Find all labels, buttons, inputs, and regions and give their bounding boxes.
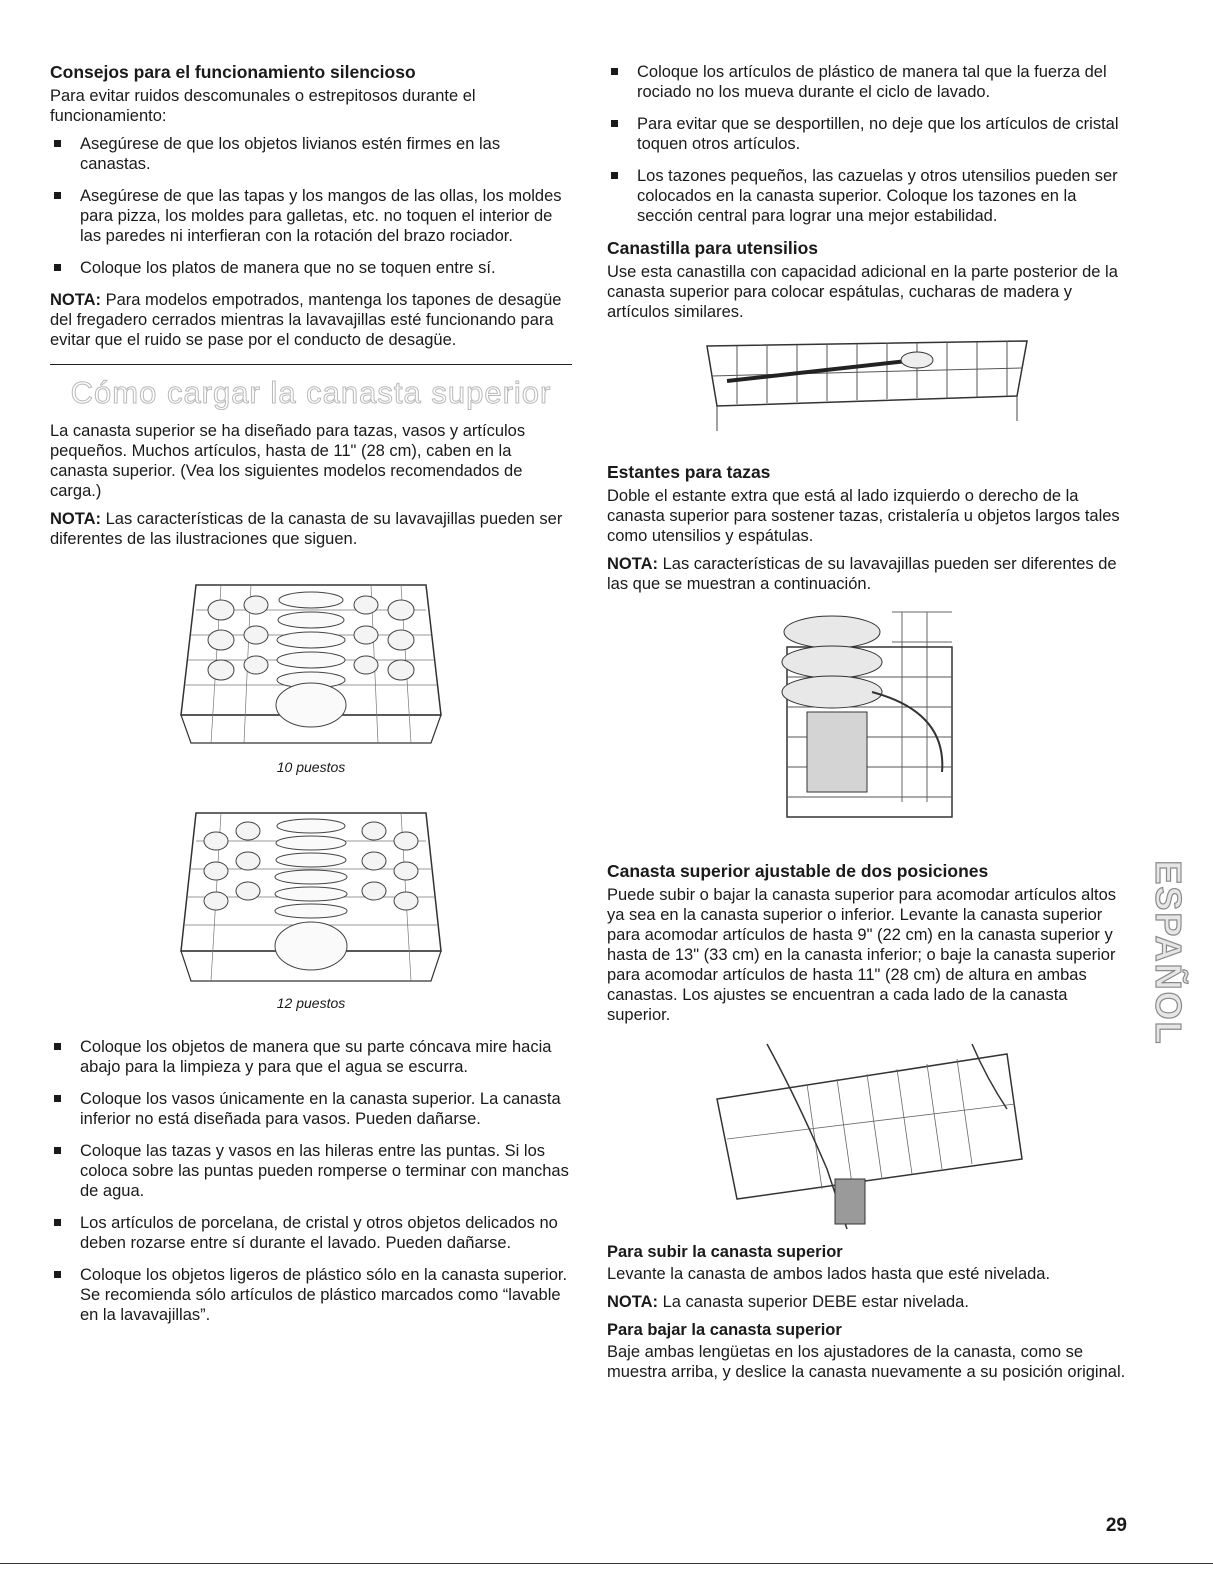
lower-rack-text: Baje ambas lengüetas en los ajustadores de la canasta, como se muestra arriba, y deslice la canasta nuevamente a su posición original. <box>607 1343 1126 1381</box>
list-item: Los artículos de porcelana, de cristal y otros objetos delicados no deben rozarse entre sí durante el lavado. Pueden dañarse. <box>50 1213 572 1253</box>
list-item: Los tazones pequeños, las cazuelas y otros utensilios pueden ser colocados en la canasta superior. Coloque los tazones en la sección central para lograr una mejor estabilidad. <box>607 166 1127 226</box>
note-text: Las características de la canasta de su lavavajillas pueden ser diferentes de las ilustraciones que siguen. <box>50 510 563 548</box>
figure-caption: 12 puestos <box>276 995 346 1011</box>
note-text: Las características de su lavavajillas pueden ser diferentes de las que se muestran a continuación. <box>607 555 1117 593</box>
utensil-basket-illustration <box>697 336 1037 436</box>
list-item: Coloque los objetos de manera que su parte cóncava mire hacia abajo para la limpieza y para que el agua se escurra. <box>50 1037 572 1077</box>
list-item: Coloque los vasos únicamente en la canasta superior. La canasta inferior no está diseñada para vasos. Pueden dañarse. <box>50 1089 572 1129</box>
footer-rule <box>0 1563 1213 1564</box>
adjustable-rack-illustration <box>707 1039 1027 1234</box>
quiet-operation-list <box>50 134 572 278</box>
left-column <box>50 62 572 1337</box>
cup-shelf-illustration <box>772 602 962 827</box>
note-label: NOTA: <box>50 291 102 309</box>
adjustable-rack-heading: Canasta superior ajustable de dos posiciones <box>607 861 989 881</box>
note-basket-features <box>50 509 572 549</box>
note-rack-level <box>607 1292 1127 1312</box>
note-built-in-models <box>50 290 572 350</box>
page-number: 29 <box>1105 1515 1127 1536</box>
utensil-basket-heading: Canastilla para utensilios <box>607 238 819 258</box>
note-label: NOTA: <box>50 510 102 528</box>
note-dishwasher-features <box>607 554 1127 594</box>
figure-caption: 10 puestos <box>276 759 346 775</box>
raise-rack-heading: Para subir la canasta superior <box>607 1243 843 1261</box>
list-item: Asegúrese de que las tapas y los mangos de las ollas, los moldes para pizza, los moldes para galletas, etc. no toquen el interior de las paredes ni interfieran con la rotación del brazo rociador. <box>50 186 572 246</box>
adjustable-rack-text: Puede subir o bajar la canasta superior para acomodar artículos altos ya sea en la canasta superior o inferior. Levante la canasta superior para acomodar artículos de hasta 9" (22 cm) en la canasta superior y hasta de 13" (33 cm) en la canasta inferior; o baje la canasta superior para acomodar artículos de hasta 11" (28 cm) de altura en ambas canastas. Los ajustes se encuentran a cada lado de la canasta superior. <box>607 886 1117 1024</box>
list-item: Coloque los platos de manera que no se toquen entre sí. <box>50 258 572 278</box>
raise-rack-text: Levante la canasta de ambos lados hasta que esté nivelada. <box>607 1265 1051 1283</box>
rack-12-settings-illustration <box>176 801 446 991</box>
quiet-operation-intro: Para evitar ruidos descomunales o estrepitosos durante el funcionamiento: <box>50 87 476 125</box>
list-item: Coloque los artículos de plástico de manera tal que la fuerza del rociado no los mueva durante el ciclo de lavado. <box>607 62 1127 102</box>
loading-intro: La canasta superior se ha diseñado para tazas, vasos y artículos pequeños. Muchos artículos, hasta de 11" (28 cm), caben en la canasta superior. (Vea los siguientes modelos recomendados de carga.) <box>50 422 526 500</box>
note-text: Para modelos empotrados, mantenga los tapones de desagüe del fregadero cerrados mientras la lavavajillas esté funcionando para evitar que el ruido se pase por el conducto de desagüe. <box>50 291 562 349</box>
loading-tips-list <box>50 1037 572 1325</box>
note-label: NOTA: <box>607 555 659 573</box>
list-item: Para evitar que se desportillen, no deje que los artículos de cristal toquen otros artículos. <box>607 114 1127 154</box>
quiet-operation-heading: Consejos para el funcionamiento silencioso <box>50 62 416 82</box>
note-text: La canasta superior DEBE estar nivelada. <box>658 1293 969 1311</box>
plastic-tips-list <box>607 62 1127 226</box>
right-column <box>607 62 1127 1390</box>
cup-shelves-text: Doble el estante extra que está al lado izquierdo o derecho de la canasta superior para sostener tazas, cristalería u objetos largos tales como utensilios y espátulas. <box>607 487 1120 545</box>
list-item: Asegúrese de que los objetos livianos estén firmes en las canastas. <box>50 134 572 174</box>
rack-10-settings-illustration <box>176 565 446 755</box>
section-title: Cómo cargar la canasta superior <box>70 375 552 410</box>
utensil-basket-text: Use esta canastilla con capacidad adicional en la parte posterior de la canasta superior para colocar espátulas, cucharas de madera y artículos similares. <box>607 263 1118 321</box>
language-tab-label: ESPAÑOL <box>1148 860 1189 1046</box>
lower-rack-heading: Para bajar la canasta superior <box>607 1321 842 1339</box>
section-divider <box>50 364 572 365</box>
cup-shelves-heading: Estantes para tazas <box>607 462 771 482</box>
note-label: NOTA: <box>607 1293 659 1311</box>
language-tab <box>1148 838 1188 1068</box>
list-item: Coloque las tazas y vasos en las hileras entre las puntas. Si los coloca sobre las puntas pueden romperse o terminar con manchas de agua. <box>50 1141 572 1201</box>
list-item: Coloque los objetos ligeros de plástico sólo en la canasta superior. Se recomienda sólo artículos de plástico marcados como “lavable en la lavavajillas”. <box>50 1265 572 1325</box>
